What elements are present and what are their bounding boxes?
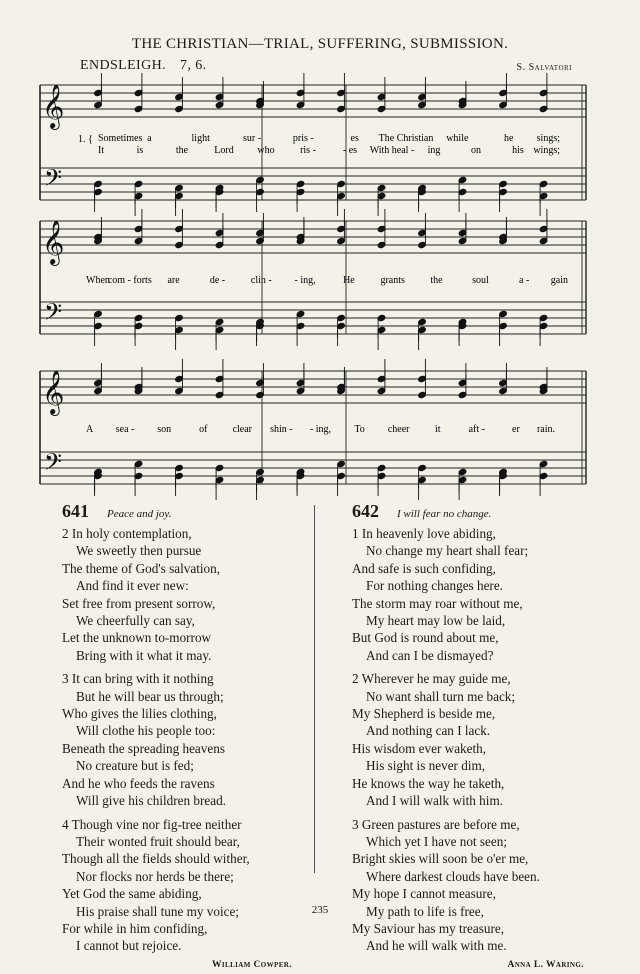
stanza-line: 3 Green pastures are before me,	[352, 816, 520, 832]
lyric-lines	[78, 133, 568, 435]
stanza	[62, 816, 312, 955]
tune-name: ENDSLEIGH.	[80, 58, 167, 73]
lyric-syllable: ris -	[300, 145, 316, 156]
stanza-line: Set free from present sorrow,	[62, 595, 216, 611]
lyric-syllable: He	[343, 275, 355, 286]
section-title: THE CHRISTIAN—TRIAL, SUFFERING, SUBMISSION.	[131, 36, 509, 52]
stanza-line: And safe is such confiding,	[352, 560, 496, 576]
lyric-syllable: Lord	[214, 145, 234, 156]
stanza-line: The theme of God's salvation,	[62, 560, 221, 576]
lyric-syllable: When	[86, 275, 110, 286]
stanza-line: And I will walk with him.	[366, 793, 503, 809]
stanza-line: My path to life is free,	[366, 903, 484, 919]
tune-meter: 7, 6.	[180, 58, 207, 73]
stanza-line: 2 Wherever he may guide me,	[352, 671, 511, 687]
stanza-line: My hope I cannot measure,	[352, 886, 496, 902]
lyrics-system1-line1	[98, 133, 560, 144]
stanza-line: His sight is never dim,	[366, 758, 486, 774]
lyric-syllable: grants	[380, 275, 405, 286]
lyric-syllable: To	[354, 424, 365, 435]
lyric-syllable: on	[471, 145, 481, 156]
composer-credit: S. Salvatori	[516, 62, 572, 73]
lyric-syllable: is	[136, 145, 144, 156]
lyric-syllable: It	[98, 145, 105, 156]
clef-icon: 𝄞	[42, 84, 65, 128]
lyric-syllable: clear	[232, 424, 253, 435]
stanza-line: No want shall turn me back;	[366, 688, 516, 704]
lyric-syllable: With heal -	[369, 145, 415, 156]
stanza-line: My Shepherd is beside me,	[352, 706, 496, 722]
lyric-syllable: of	[199, 424, 208, 435]
lyric-syllable: the	[430, 275, 443, 286]
hymn-author: William Cowper.	[211, 959, 292, 970]
lyric-syllable: who	[257, 145, 275, 156]
stanza-line: We sweetly then pursue	[76, 543, 202, 559]
stanza-line: For while in him confiding,	[62, 920, 208, 936]
stanza	[62, 525, 312, 664]
clef-icon: 𝄢	[44, 164, 63, 197]
lyric-syllable: - ing,	[309, 424, 332, 435]
lyric-syllable: sea -	[115, 424, 135, 435]
lyric-syllable: clin -	[250, 275, 272, 286]
stanza-line: Their wonted fruit should bear,	[76, 833, 240, 849]
stanza-line: Let the unknown to-morrow	[62, 630, 212, 646]
lyric-syllable: The Christian	[378, 133, 434, 144]
lyric-syllable: A	[86, 424, 94, 435]
lyric-syllable: his	[512, 145, 524, 156]
stanza-line: And nothing can I lack.	[366, 723, 491, 739]
stanza-line: Will clothe his people too:	[76, 723, 216, 739]
stanza-line: The storm may roar without me,	[352, 595, 523, 611]
stanza-line: Where darkest clouds have been.	[366, 868, 540, 884]
lyric-syllable: he	[503, 133, 514, 144]
lyrics-system2	[86, 275, 568, 286]
stanza-line: He knows the way he taketh,	[352, 775, 505, 791]
verse-number: 1.	[78, 134, 86, 145]
lyric-syllable: gain	[550, 275, 568, 286]
verse-brace: {	[88, 134, 93, 145]
hymn-subtitle: Peace and joy.	[107, 508, 172, 520]
stanza-line: 4 Though vine nor fig-tree neither	[62, 816, 242, 832]
lyric-syllable: pris -	[292, 133, 314, 144]
lyric-syllable: ing	[427, 145, 441, 156]
lyric-syllable: com - forts	[107, 275, 152, 286]
page-number: 235	[311, 904, 329, 916]
hymn-subtitle: I will fear no change.	[397, 508, 492, 520]
hymn-number: 641	[62, 501, 89, 521]
stanza-line: Bright skies will soon be o'er me,	[352, 851, 529, 867]
lyric-syllable: a -	[519, 275, 530, 286]
stanza-line: Will give his children bread.	[76, 793, 226, 809]
stanza-line: 2 In holy contemplation,	[62, 526, 192, 541]
lyric-syllable: - es	[342, 145, 358, 156]
lyric-syllable: rain.	[536, 424, 555, 435]
stanza-line: Who gives the lilies clothing,	[62, 706, 217, 722]
stanza-line: Yet God the same abiding,	[62, 886, 202, 902]
lyric-syllable: - ing,	[294, 275, 316, 286]
lyric-syllable: shin -	[270, 424, 293, 435]
stanza-line: My Saviour has my treasure,	[352, 920, 504, 936]
clef-icon: 𝄢	[44, 298, 63, 331]
stanza-line: No creature but is fed;	[76, 758, 194, 774]
lyric-syllable: de -	[209, 275, 226, 286]
clef-icon: 𝄞	[42, 220, 65, 264]
lyric-syllable: sur -	[242, 133, 262, 144]
stanza-line: And can I be dismayed?	[366, 647, 494, 663]
stanza	[352, 816, 592, 955]
lyrics-system3	[86, 424, 555, 435]
clef-icon: 𝄞	[42, 370, 65, 414]
lyric-syllable: light	[191, 133, 210, 144]
lyric-syllable: are	[167, 275, 180, 286]
lyric-syllable: es	[350, 133, 359, 144]
hymn-author: Anna L. Waring.	[507, 959, 584, 970]
lyric-syllable: soul	[472, 275, 489, 286]
lyric-syllable: cheer	[387, 424, 410, 435]
lyric-syllable: er	[512, 424, 520, 435]
lyric-syllable: wings;	[533, 145, 560, 156]
stanza	[62, 670, 312, 809]
hymn-stanzas	[352, 525, 592, 955]
stanza	[352, 670, 592, 809]
stanza-line: Though all the fields should wither,	[62, 851, 250, 867]
lyric-syllable: a	[147, 133, 152, 144]
lyric-syllable: Sometimes	[98, 133, 143, 144]
stanza-line: But he will bear us through;	[76, 688, 224, 704]
stanza-line: And find it ever new:	[76, 578, 189, 594]
lyric-syllable: aft -	[468, 424, 485, 435]
stanza-line: Beneath the spreading heavens	[62, 740, 225, 756]
stanza-line: We cheerfully can say,	[76, 613, 195, 629]
stanza-line: His wisdom ever waketh,	[352, 740, 487, 756]
hymn-stanzas	[62, 525, 312, 955]
stanza-line: 1 In heavenly love abiding,	[352, 526, 496, 541]
lyric-syllable: while	[446, 133, 469, 144]
stanza-line: 3 It can bring with it nothing	[62, 671, 214, 687]
lyric-syllable: sings;	[536, 133, 560, 144]
stanza-line: His praise shall tune my voice;	[76, 903, 239, 919]
stanza	[352, 525, 592, 664]
stanza-line: For nothing changes here.	[366, 578, 503, 594]
stanza-line: And he will walk with me.	[366, 938, 507, 954]
lyric-syllable: the	[175, 145, 189, 156]
lyric-syllable: it	[435, 424, 441, 435]
stanza-line: Bring with it what it may.	[76, 647, 212, 663]
stanza-line: I cannot but rejoice.	[76, 938, 182, 954]
stanza-line: But God is round about me,	[352, 630, 499, 646]
lyric-syllable: son	[157, 424, 172, 435]
column-divider	[314, 505, 315, 873]
stanza-line: Nor flocks nor herds be there;	[76, 868, 234, 884]
lyrics-system1-line2	[98, 145, 560, 156]
hymn-number: 642	[352, 501, 379, 521]
stanza-line: And he who feeds the ravens	[62, 775, 215, 791]
stanza-line: My heart may low be laid,	[366, 613, 506, 629]
clef-icon: 𝄢	[44, 448, 63, 481]
stanza-line: Which yet I have not seen;	[366, 833, 507, 849]
stanza-line: No change my heart shall fear;	[366, 543, 529, 559]
